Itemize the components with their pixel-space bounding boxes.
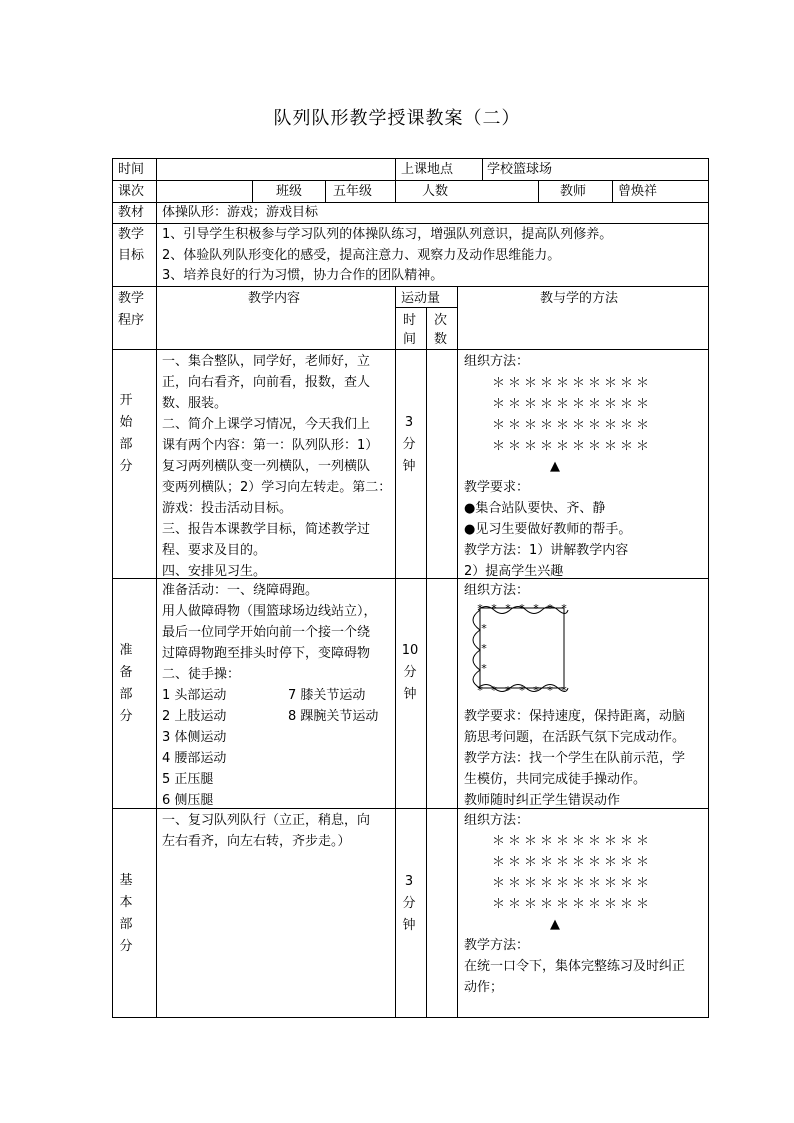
content-line: 一、集合整队，同学好，老师好，立 [162, 354, 371, 369]
exercise-item: 2 上肢运动 [162, 709, 227, 724]
obstacle-run-diagram [466, 600, 576, 700]
method-line: 教学方法：1）讲解教学内容 [464, 543, 629, 558]
player-mark: * [519, 602, 525, 615]
time-char: 分 [402, 437, 416, 452]
time-char: 10 [401, 643, 419, 658]
method-line: 筋思考问题，在活跃气氛下完成动作。 [464, 730, 686, 745]
exercise-item: 6 侧压腿 [162, 793, 214, 808]
formation-row: ＊＊＊＊＊＊＊＊＊＊ [492, 376, 653, 391]
section-label-char: 本 [119, 895, 133, 910]
section-label-char: 部 [119, 687, 133, 702]
time-header-2: 间 [403, 332, 417, 347]
time-char: 3 [404, 415, 414, 430]
content-line: 正，向右看齐，向前看，报数，查人 [162, 375, 371, 390]
exercise-item: 7 膝关节运动 [288, 688, 366, 703]
player-mark: * [533, 684, 539, 697]
content-line: 左右看齐，向左右转，齐步走。） [162, 834, 351, 849]
exercise-item: 8 踝腕关节运动 [288, 709, 379, 724]
method-line: ●见习生要做好教师的帮手。 [464, 522, 632, 537]
content-line: 三、报告本课教学目标，简述教学过 [162, 522, 371, 537]
content-line: 课有两个内容：第一：队列队形：1） [162, 438, 379, 453]
player-mark: * [505, 602, 511, 615]
content-line: 过障碍物跑至排头时停下，变障碍物 [162, 646, 371, 661]
formation-row: ＊＊＊＊＊＊＊＊＊＊ [492, 834, 653, 849]
goal-line: 2、体验队列队形变化的感受，提高注意力、观察力及动作思维能力。 [162, 248, 561, 263]
page-title: 队列队形教学授课教案（二） [273, 108, 521, 129]
goal-line: 3、培养良好的行为习惯，协力合作的团队精神。 [162, 268, 444, 283]
org-label: 组织方法： [464, 583, 530, 598]
content-line: 复习两列横队变一列横队，一列横队 [162, 459, 371, 474]
formation-row: ＊＊＊＊＊＊＊＊＊＊ [492, 855, 653, 870]
section-label-char: 分 [119, 459, 133, 474]
section-label-char: 基 [119, 873, 133, 888]
time-char: 分 [402, 896, 416, 911]
section-label-char: 开 [119, 393, 133, 408]
location-value: 学校篮球场 [487, 162, 553, 177]
teacher-triangle-icon: ▲ [550, 459, 560, 474]
content-line: 最后一位同学开始向前一个接一个绕 [162, 625, 371, 640]
formation-row: ＊＊＊＊＊＊＊＊＊＊ [492, 876, 653, 891]
method-line: 2）提高学生兴趣 [464, 564, 564, 579]
method-header: 教与学的方法 [540, 291, 619, 306]
org-label: 组织方法： [464, 354, 530, 369]
time-header-1: 时 [403, 313, 417, 328]
section-label-char: 准 [119, 643, 133, 658]
section-label-char: 分 [119, 709, 133, 724]
content-lines-start [162, 351, 391, 582]
method-line: 教学方法： [464, 938, 530, 953]
player-mark: * [481, 662, 487, 675]
method-line: 教师随时纠正学生错误动作 [464, 793, 621, 808]
method-lines-start [464, 477, 631, 582]
location-label: 上课地点 [401, 162, 454, 177]
player-mark: * [481, 642, 487, 655]
content-line: 变两列横队；2）学习向左转走。第二： [162, 480, 392, 495]
player-mark: * [477, 684, 483, 697]
time-label: 时间 [118, 162, 145, 177]
content-line: 二、简介上课学习情况，今天我们上 [162, 417, 371, 432]
content-lines-prep [162, 580, 377, 685]
procedure-header-1: 教学 [118, 291, 145, 306]
time-char: 3 [404, 874, 414, 889]
method-lines-basic [464, 935, 685, 998]
formation-row: ＊＊＊＊＊＊＊＊＊＊ [492, 418, 653, 433]
time-char: 分 [403, 665, 417, 680]
goal-line: 1、引导学生积极参与学习队列的体操队练习，增强队列意识，提高队列修养。 [162, 227, 613, 242]
content-line: 四、安排见习生。 [162, 564, 267, 579]
content-line: 游戏：投击活动目标。 [162, 501, 293, 516]
exercise-item: 3 体侧运动 [162, 730, 227, 745]
content-line: 程、要求及目的。 [162, 543, 267, 558]
teacher-value: 曾焕祥 [618, 184, 658, 199]
exercise-list-left [162, 685, 226, 811]
content-line: 一、复习队列队行（立正，稍息，向 [162, 813, 371, 828]
player-mark: * [561, 684, 567, 697]
player-mark: * [477, 602, 483, 615]
time-char: 钟 [402, 459, 416, 474]
content-line: 准备活动：一、绕障碍跑。 [162, 583, 319, 598]
content-line: 数、服装。 [162, 396, 228, 411]
method-line: 教学要求： [464, 480, 530, 495]
section-label-prep [116, 640, 136, 728]
method-line: 动作； [464, 980, 504, 995]
times-header-2: 数 [434, 332, 448, 347]
player-mark: * [547, 684, 553, 697]
method-line: 教学方法：找一个学生在队前示范，学 [464, 751, 686, 766]
player-mark: * [519, 684, 525, 697]
content-header: 教学内容 [248, 291, 301, 306]
field-boundary [480, 608, 564, 688]
section-label-basic [116, 870, 136, 958]
exercise-list-right [288, 685, 378, 727]
content-lines-basic [162, 810, 370, 852]
method-line: 在统一口令下，集体完整练习及时纠正 [464, 959, 686, 974]
goal-label-1: 教学 [118, 227, 145, 242]
time-char: 钟 [403, 687, 417, 702]
time-value-basic [399, 871, 419, 937]
player-mark: * [481, 622, 487, 635]
load-header: 运动量 [401, 291, 441, 306]
section-label-char: 备 [119, 665, 133, 680]
material-label: 教材 [118, 205, 145, 220]
time-char: 钟 [402, 918, 416, 933]
formation-row: ＊＊＊＊＊＊＊＊＊＊ [492, 439, 653, 454]
player-mark: * [505, 684, 511, 697]
method-line: 生模仿，共同完成徒手操动作。 [464, 772, 647, 787]
teacher-triangle-icon: ▲ [550, 917, 560, 932]
lesson-label: 课次 [118, 184, 145, 199]
class-label: 班级 [276, 184, 303, 199]
run-path-left [473, 610, 480, 688]
class-value: 五年级 [333, 184, 373, 199]
section-label-char: 分 [119, 939, 133, 954]
time-value-prep [400, 640, 420, 706]
exercise-item: 4 腰部运动 [162, 751, 227, 766]
player-mark: * [561, 602, 567, 615]
material-value: 体操队形：游戏；游戏目标 [162, 205, 319, 220]
section-label-char: 始 [119, 415, 133, 430]
method-line: ●集合站队要快、齐、静 [464, 501, 606, 516]
content-line: 用人做障碍物（围篮球场边线站立）， [162, 604, 377, 619]
org-label: 组织方法： [464, 813, 530, 828]
goal-label-2: 目标 [118, 248, 145, 263]
player-mark: * [547, 602, 553, 615]
exercise-item: 5 正压腿 [162, 772, 214, 787]
time-value-start [399, 412, 419, 478]
procedure-header-2: 程序 [118, 313, 145, 328]
method-line: 教学要求：保持速度，保持距离，动脑 [464, 709, 686, 724]
section-label-start [116, 390, 136, 478]
teacher-label: 教师 [560, 184, 587, 199]
section-label-char: 部 [119, 437, 133, 452]
player-mark: * [491, 684, 497, 697]
formation-row: ＊＊＊＊＊＊＊＊＊＊ [492, 897, 653, 912]
method-lines-prep [464, 706, 685, 811]
count-label: 人数 [422, 184, 449, 199]
formation-row: ＊＊＊＊＊＊＊＊＊＊ [492, 397, 653, 412]
player-mark: * [491, 602, 497, 615]
section-label-char: 部 [119, 917, 133, 932]
times-header-1: 次 [434, 313, 448, 328]
content-line: 二、徒手操： [162, 667, 241, 682]
player-mark: * [533, 602, 539, 615]
exercise-item: 1 头部运动 [162, 688, 227, 703]
